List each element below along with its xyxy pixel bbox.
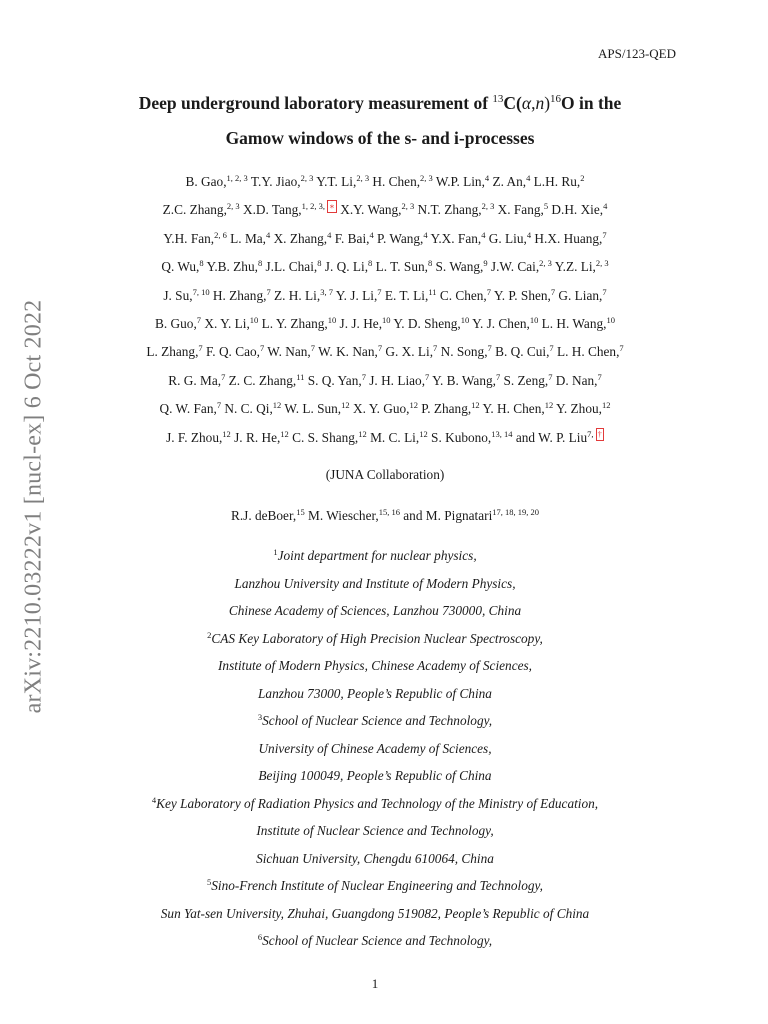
- affiliation-marker: 7: [196, 315, 202, 326]
- author-row: [80, 196, 690, 224]
- title-line-2: Gamow windows of the s- and i-processes: [225, 128, 535, 148]
- title-comma: ,: [531, 93, 536, 113]
- affiliation-marker: 13, 14: [491, 428, 513, 439]
- affiliation-marker: 1, 2, 3: [226, 173, 248, 183]
- author-name: X.Y. Wang,: [336, 202, 402, 218]
- author-row: [80, 168, 690, 196]
- affiliation-line: [70, 845, 680, 873]
- author-name: B. Q. Cui,: [491, 344, 550, 360]
- author-name: Z. H. Li,: [270, 287, 321, 303]
- author-name: S. Q. Yan,: [304, 372, 362, 388]
- isotope-mass-13: 13: [492, 93, 504, 105]
- affiliation-number: 4: [151, 794, 157, 805]
- author-name: R.J. deBoer,: [230, 508, 297, 523]
- author-name: S. Kubono,: [427, 429, 492, 445]
- author-name: L. Y. Zhang,: [258, 316, 328, 332]
- affiliation-marker: 11: [296, 371, 305, 382]
- author-name: H. Zhang,: [209, 287, 267, 303]
- author-name: Z. C. Zhang,: [225, 372, 297, 388]
- author-name: Y.H. Fan,: [163, 230, 215, 246]
- affiliation-marker: 2, 3: [539, 258, 552, 269]
- affiliation-marker: 2, 3: [226, 201, 240, 212]
- paper-title: [70, 86, 690, 156]
- collaboration-name: (JUNA Collaboration): [325, 467, 445, 482]
- affiliation-marker: 7: [550, 286, 556, 297]
- author-name: Y.B. Zhu,: [203, 259, 258, 275]
- author-name: X. Zhang,: [270, 230, 328, 246]
- author-name: M. Wiescher,: [304, 508, 379, 523]
- affiliation-marker: 7: [377, 286, 382, 297]
- author-row: [80, 395, 690, 423]
- author-name: Y. B. Wang,: [429, 372, 496, 388]
- isotope-mass-16: 16: [550, 93, 562, 105]
- author-name: J. Su,: [163, 287, 193, 303]
- author-name: J. R. He,: [230, 429, 281, 445]
- author-name: B. Gao,: [185, 174, 227, 189]
- author-name: G. Lian,: [555, 287, 603, 303]
- affiliation-marker: 1, 2, 3,: [301, 201, 328, 212]
- affiliation-text: Lanzhou University and Institute of Modern Physics,: [234, 575, 516, 591]
- affiliation-list: [70, 542, 680, 955]
- affiliation-marker: 2, 3: [420, 173, 433, 183]
- affiliation-marker: 12: [601, 400, 611, 411]
- affiliation-text: Sichuan University, Chengdu 610064, China: [256, 850, 494, 866]
- affiliation-number: 6: [257, 932, 263, 942]
- author-name: Q. Wu,: [161, 259, 200, 275]
- author-name: L.H. Ru,: [530, 174, 581, 189]
- author-name: Y. J. Li,: [332, 287, 378, 303]
- affiliation-marker: 7: [310, 343, 316, 354]
- affiliation-marker: 8: [257, 258, 263, 269]
- author-name: D.H. Xie,: [548, 202, 604, 218]
- affiliation-marker: 4: [603, 201, 608, 212]
- affiliation-marker: 4: [481, 229, 486, 240]
- author-name: N.T. Zhang,: [414, 202, 482, 218]
- author-name: C. Chen,: [436, 287, 487, 303]
- affiliation-line: [70, 762, 680, 790]
- affiliation-line: [70, 707, 680, 735]
- author-name: Y. Zhou,: [553, 401, 602, 417]
- affiliation-marker: 10: [460, 315, 470, 326]
- affiliation-line: [70, 900, 680, 928]
- affiliation-marker: 12: [341, 400, 350, 411]
- affiliation-marker: 7: [549, 343, 554, 354]
- affiliation-marker: 12: [471, 400, 480, 411]
- affiliation-number: 2: [207, 629, 212, 640]
- author-name: W. K. Nan,: [315, 344, 378, 360]
- affiliation-text: Lanzhou 73000, People’s Republic of China: [258, 685, 492, 701]
- author-name: F. Bai,: [331, 230, 370, 246]
- affiliation-marker: 5: [543, 201, 549, 212]
- affiliation-line: [70, 542, 680, 570]
- author-name: L. Zhang,: [146, 344, 199, 360]
- affiliation-number: 3: [257, 712, 263, 722]
- author-name: Y.Z. Li,: [551, 259, 596, 275]
- affiliation-marker: 7: [221, 371, 226, 382]
- author-name: Q. W. Fan,: [159, 401, 217, 417]
- affiliation-marker: 7: [216, 400, 222, 411]
- footnote-link[interactable]: ∗: [329, 201, 335, 212]
- affiliation-marker: 7: [425, 371, 430, 382]
- author-name: F. Q. Cao,: [202, 344, 260, 360]
- affiliation-marker: 4: [423, 229, 428, 240]
- affiliation-marker: 7: [433, 343, 438, 354]
- affiliation-text: Institute of Nuclear Science and Technology,: [256, 823, 494, 838]
- author-name: and W. P. Liu: [512, 429, 588, 445]
- affiliation-marker: 2, 3: [401, 201, 415, 212]
- affiliation-text: Beijing 100049, People’s Republic of China: [258, 768, 492, 783]
- affiliation-line: [70, 652, 680, 680]
- affiliation-marker: 7: [597, 371, 602, 382]
- author-name: X.D. Tang,: [239, 202, 302, 218]
- author-name: X. Y. Guo,: [349, 401, 410, 417]
- footnote-link[interactable]: †: [597, 428, 602, 439]
- affiliation-text: Joint department for nuclear physics,: [277, 548, 477, 563]
- affiliation-marker: 12: [358, 428, 367, 439]
- affiliation-text: School of Nuclear Science and Technology,: [262, 933, 493, 948]
- author-name: J. J. He,: [336, 316, 383, 332]
- author-name: W.P. Lin,: [432, 174, 485, 189]
- affiliation-marker: 7: [486, 286, 491, 297]
- author-name: Z. An,: [489, 174, 527, 189]
- author-name: J.L. Chai,: [262, 259, 318, 275]
- affiliation-marker: 4: [526, 229, 532, 240]
- author-name: H.X. Huang,: [531, 230, 603, 246]
- author-row: [80, 338, 690, 366]
- affiliation-marker: 4: [526, 173, 531, 183]
- author-name: H. Chen,: [369, 174, 421, 189]
- affiliation-text: CAS Key Laboratory of High Precision Nuclear Spectroscopy,: [211, 630, 543, 646]
- neutron-symbol: n: [535, 93, 545, 113]
- author-name: L. H. Wang,: [538, 316, 607, 332]
- affiliation-marker: 17, 18, 19, 20: [492, 507, 540, 517]
- author-name: M. C. Li,: [366, 429, 420, 445]
- affiliation-marker: 10: [529, 315, 539, 326]
- affiliation-marker: 7: [495, 371, 501, 382]
- affiliation-marker: 12: [272, 400, 282, 411]
- affiliation-marker: 7: [266, 286, 271, 297]
- affiliation-line: [70, 570, 680, 598]
- affiliation-text: Key Laboratory of Radiation Physics and Technology of the Ministry of Education,: [156, 795, 599, 811]
- author-list-2: [70, 508, 700, 524]
- author-name: P. Zhang,: [417, 401, 472, 417]
- affiliation-marker: 10: [382, 315, 391, 326]
- affiliation-marker: 2, 3: [300, 173, 314, 183]
- title-paren-close: ): [544, 93, 551, 113]
- author-name: Y. P. Shen,: [490, 287, 551, 303]
- report-number: APS/123-QED: [597, 46, 676, 61]
- author-name: G. Liu,: [485, 230, 527, 246]
- affiliation-marker: 12: [544, 400, 554, 411]
- author-name: C. S. Shang,: [288, 429, 359, 445]
- title-carbon: C(: [503, 93, 522, 113]
- author-name: P. Wang,: [373, 230, 424, 246]
- title-text: Deep underground laboratory measurement of: [138, 93, 493, 113]
- affiliation-marker: 2, 3: [356, 173, 370, 183]
- affiliation-marker: 11: [428, 286, 437, 297]
- affiliation-marker: 4: [266, 229, 271, 240]
- author-name: G. X. Li,: [382, 344, 434, 360]
- author-name: S. Wang,: [432, 259, 484, 275]
- alpha-symbol: α: [521, 93, 532, 113]
- author-list: [80, 168, 690, 452]
- author-name: R. G. Ma,: [168, 372, 222, 388]
- affiliation-line: [70, 790, 680, 818]
- author-name: N. Song,: [437, 344, 488, 360]
- affiliation-text: University of Chinese Academy of Sciences,: [258, 740, 492, 756]
- affiliation-text: School of Nuclear Science and Technology,: [262, 713, 493, 728]
- affiliation-marker: 15: [296, 507, 305, 517]
- author-row: [80, 225, 690, 253]
- affiliation-line: [70, 927, 680, 955]
- affiliation-marker: 12: [280, 428, 289, 439]
- affiliation-marker: 8: [317, 258, 322, 269]
- affiliation-marker: 2, 6: [214, 229, 227, 240]
- author-name: Z.C. Zhang,: [162, 202, 227, 218]
- affiliation-text: Institute of Modern Physics, Chinese Academy of Sciences,: [218, 658, 532, 673]
- affiliation-line: [70, 872, 680, 900]
- affiliation-marker: 15, 16: [378, 507, 400, 517]
- author-row: [80, 253, 690, 281]
- author-name: Y. J. Chen,: [469, 316, 530, 332]
- affiliation-line: [70, 735, 680, 763]
- title-line-1: [70, 86, 690, 121]
- author-name: L. Ma,: [226, 230, 266, 246]
- page-number: 1: [371, 976, 379, 991]
- affiliation-marker: 12: [419, 428, 428, 439]
- affiliation-marker: 7: [259, 343, 265, 354]
- author-name: Y. H. Chen,: [479, 401, 545, 417]
- affiliation-marker: 12: [409, 400, 418, 411]
- affiliation-marker: 4: [369, 229, 374, 240]
- author-row: [80, 424, 690, 452]
- affiliation-marker: 7: [548, 371, 553, 382]
- affiliation-marker: 10: [606, 315, 615, 326]
- affiliation-marker: 7: [198, 343, 203, 354]
- author-name: L. T. Sun,: [372, 259, 428, 275]
- author-name: Y.X. Fan,: [427, 230, 482, 246]
- author-row: [80, 282, 690, 310]
- author-name: J. Q. Li,: [321, 259, 369, 275]
- affiliation-marker: 2: [580, 173, 585, 183]
- affiliation-number: 1: [273, 547, 278, 557]
- affiliation-marker: 7,: [587, 428, 596, 439]
- affiliation-marker: 10: [249, 315, 259, 326]
- affiliation-marker: 7: [487, 343, 492, 354]
- affiliation-marker: 9: [483, 258, 488, 269]
- author-name: N. C. Qi,: [221, 401, 273, 417]
- affiliation-marker: 7: [361, 371, 366, 382]
- author-name: S. Zeng,: [500, 372, 549, 388]
- affiliation-marker: 4: [484, 173, 490, 183]
- affiliation-marker: 10: [327, 315, 337, 326]
- author-name: W. Nan,: [264, 344, 311, 360]
- affiliation-marker: 8: [368, 258, 373, 269]
- affiliation-marker: 4: [327, 229, 332, 240]
- affiliation-marker: 7, 10: [192, 286, 210, 297]
- author-name: D. Nan,: [552, 372, 598, 388]
- author-name: X. Y. Li,: [201, 316, 250, 332]
- author-name: B. Guo,: [155, 316, 197, 332]
- affiliation-text: Sun Yat-sen University, Zhuhai, Guangdong 519082, People’s Republic of China: [160, 905, 590, 921]
- affiliation-marker: 7: [619, 343, 624, 354]
- author-name: and M. Pignatari: [399, 508, 493, 523]
- title-oxygen: O in the: [561, 93, 622, 113]
- author-row: [80, 367, 690, 395]
- affiliation-marker: 3, 7: [320, 286, 333, 297]
- author-name: L. H. Chen,: [553, 344, 620, 360]
- arxiv-id-text: arXiv:2210.03222v1 [nucl-ex] 6 Oct 2022: [20, 299, 47, 713]
- author-row: [80, 310, 690, 338]
- author-name: Y. D. Sheng,: [390, 316, 461, 332]
- author-name: E. T. Li,: [381, 287, 429, 303]
- author-name: J. H. Liao,: [365, 372, 426, 388]
- author-name: J.W. Cai,: [487, 259, 540, 275]
- affiliation-line: [70, 817, 680, 845]
- affiliation-marker: 7: [602, 229, 607, 240]
- affiliation-marker: 8: [199, 258, 204, 269]
- affiliation-text: Sino-French Institute of Nuclear Engineering and Technology,: [211, 878, 543, 893]
- arxiv-watermark: [2, 281, 66, 731]
- affiliation-marker: 2, 3: [481, 201, 495, 212]
- affiliation-marker: 12: [222, 428, 231, 439]
- affiliation-marker: 2, 3: [595, 258, 609, 269]
- affiliation-text: Chinese Academy of Sciences, Lanzhou 730000, China: [228, 603, 522, 618]
- affiliation-number: 5: [206, 877, 212, 887]
- affiliation-marker: 7: [377, 343, 383, 354]
- affiliation-line: [70, 625, 680, 653]
- affiliation-marker: 7: [602, 286, 607, 297]
- author-name: T.Y. Jiao,: [247, 174, 301, 189]
- affiliation-marker: 8: [427, 258, 433, 269]
- affiliation-line: [70, 680, 680, 708]
- affiliation-line: [70, 597, 680, 625]
- author-name: J. F. Zhou,: [166, 429, 223, 445]
- author-name: X. Fang,: [494, 202, 544, 218]
- author-name: W. L. Sun,: [281, 401, 342, 417]
- author-name: Y.T. Li,: [313, 174, 357, 189]
